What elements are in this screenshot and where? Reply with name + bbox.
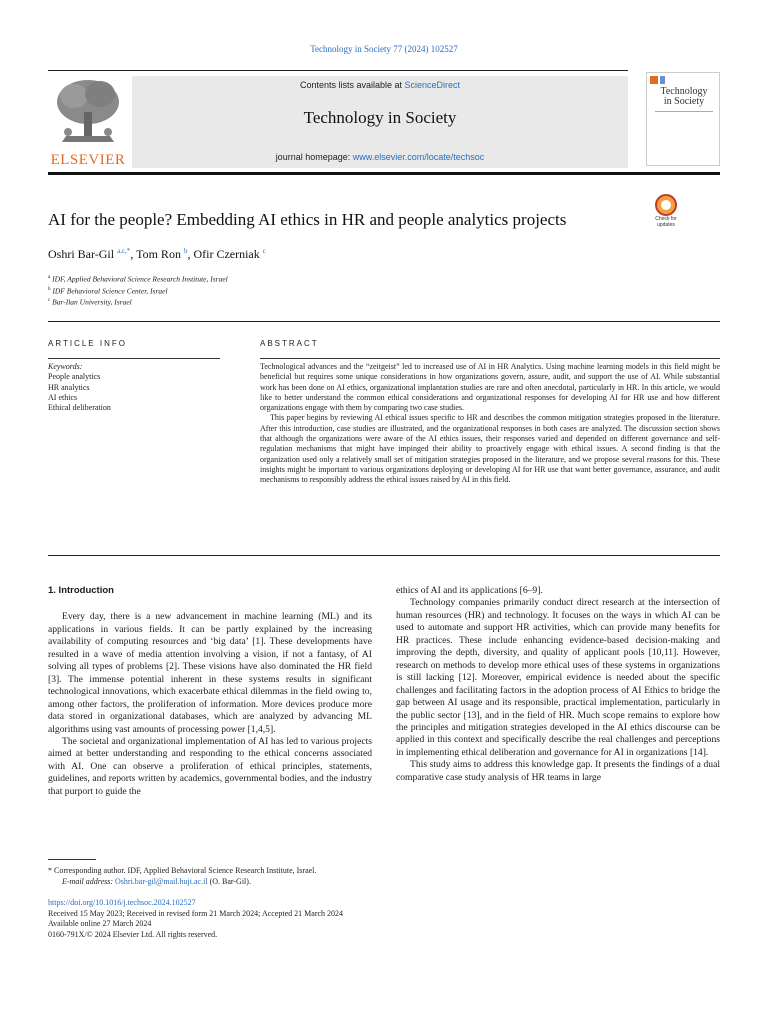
- journal-cover-thumbnail[interactable]: [646, 72, 720, 166]
- corresponding-author-note: * Corresponding author. IDF, Applied Behavioral Science Research Institute, Israel.: [48, 866, 317, 875]
- badge-line-2: updates: [657, 222, 675, 228]
- badge-line-1: Check for: [655, 216, 677, 222]
- affiliation-item: [48, 296, 228, 308]
- email-link[interactable]: Oshri.bar-gil@mail.huji.ac.il: [115, 877, 208, 886]
- publisher-name: ELSEVIER: [50, 152, 126, 168]
- email-suffix: (O. Bar-Gil).: [207, 877, 251, 886]
- masthead-center-panel: [132, 76, 628, 168]
- journal-title: Technology in Society: [303, 108, 457, 127]
- footnote-rule: [48, 859, 96, 860]
- body-paragraph: ethics of AI and its applications [6–9].: [396, 585, 543, 596]
- publisher-logo[interactable]: [48, 76, 128, 168]
- check-updates-caption: [648, 216, 684, 228]
- affiliation-item: [48, 285, 228, 297]
- footnotes: [48, 865, 720, 887]
- sciencedirect-link[interactable]: ScienceDirect: [404, 80, 461, 90]
- check-updates-icon: [655, 194, 677, 216]
- doi-link[interactable]: https://doi.org/10.1016/j.techsoc.2024.102527: [48, 898, 196, 907]
- cover-logo-mark-secondary: [660, 76, 665, 84]
- keywords-label: Keywords:: [48, 362, 83, 371]
- contents-prefix: Contents lists available at: [299, 80, 405, 90]
- affiliation-text: IDF, Applied Behavioral Science Research Institute, Israel: [52, 274, 228, 284]
- copyright-line: 0160-791X/© 2024 Elsevier Ltd. All rights reserved.: [48, 929, 218, 939]
- masthead-top-rule: [48, 70, 628, 71]
- cover-title-line-2: in Society: [663, 96, 705, 107]
- contents-line: [132, 80, 628, 90]
- affiliation-item: [48, 273, 228, 285]
- abstract-body: [260, 362, 720, 486]
- keywords-block: [48, 362, 220, 413]
- author-affil-marker[interactable]: a,c,*: [117, 247, 131, 255]
- cover-logo-mark: [650, 76, 658, 84]
- author-list: [48, 247, 266, 262]
- body-paragraph: The societal and organizational implementation of AI has led to various projects aimed at better understanding and responding to the ethical concerns associated with AI. One can observe a proliferation of ethical principles, statements, guidelines, and reports written by academics, governmental bodies, and the industry that purport to guide the: [48, 735, 372, 797]
- author-affil-marker[interactable]: b: [183, 247, 188, 255]
- keyword-item: HR analytics: [48, 382, 90, 392]
- journal-reference[interactable]: Technology in Society 77 (2024) 102527: [310, 44, 458, 54]
- author-name[interactable]: Oshri Bar-Gil: [48, 247, 115, 261]
- available-online-date: Available online 27 March 2024: [48, 919, 152, 928]
- author-affil-marker[interactable]: c: [262, 247, 266, 255]
- tree-logo-icon: [54, 76, 122, 148]
- journal-homepage-link[interactable]: www.elsevier.com/locate/techsoc: [352, 152, 485, 162]
- received-dates: Received 15 May 2023; Received in revised form 21 March 2024; Accepted 21 March 2024: [48, 908, 344, 918]
- email-label: E-mail address:: [62, 877, 116, 886]
- author-separator: ,: [187, 247, 194, 261]
- cover-title-line-1: Technology: [660, 86, 708, 97]
- body-paragraph: Technology companies primarily conduct direct research at the intersection of human resources (HR) and technology. It focuses on the ways in which AI can be used to automate and support HR activities, which can provide many benefits for HR practices. These include enhancing evidence-based decision-making and improving the depth, diversity, and quality of applicant pools [10,11]. However, research on methods to develop more ethical uses of these systems in organizations is still lacking [12]. Moreover, empirical evidence is needed about the specific challenges and facilitating factors in the adoption process of AI Ethics to bridge the gap between AI usage and its responsible, practical implementation, particularly in the public sector [13], and in the field of HR. Much scope remains to explore how the principles and mitigation strategies developed in the AI ethics discourse can be applied in this context and specifically describe the real challenges and perceptions in implementing ethical deliberation and governance for AI in organizations [14].: [396, 597, 720, 758]
- masthead-bottom-rule: [48, 172, 720, 175]
- affiliation-marker: a: [48, 275, 51, 280]
- body-column-left: [48, 585, 372, 798]
- meta-bottom-rule: [48, 555, 720, 556]
- cover-divider: [655, 111, 713, 112]
- meta-top-rule: [48, 321, 720, 322]
- article-info-heading: ARTICLE INFO: [48, 339, 127, 348]
- author-name[interactable]: Tom Ron: [136, 247, 181, 261]
- homepage-line: [132, 152, 628, 162]
- body-paragraph: Every day, there is a new advancement in machine learning (ML) and its applications in various fields. It can be partly explained by the increasing availability of computing resources and ‘big data’ [1]. These developments have resulted in a wave of media attention involving a vision, if not a fantasy, of AI solving all types of problems [2]. These visions have also dominated the HR field [3]. The immense potential inherent in these systems results in significant technological innovations, which exacerbate ethical dilemmas in the field owing to, among other factors, the proliferation of information. More devices produce more data stored in organizational databases, which are analyzed by advancing ML algorithms using vast amounts of processing power [1,4,5].: [48, 611, 372, 735]
- article-title: AI for the people? Embedding AI ethics in HR and people analytics projects: [48, 210, 567, 229]
- abstract-heading: ABSTRACT: [260, 339, 319, 348]
- email-note: [48, 876, 720, 887]
- abstract-paragraph: This paper begins by reviewing AI ethical issues specific to HR and describes the common mitigation strategies proposed in the literature. After this introduction, case studies are illustrated, and the organizational responses in both cases are analyzed. The discussion section shows that although the organizations were aware of the AI ethics issues, their responses varied and depended on different governance and self-regulation mechanisms that might have impinged their ability to proactively engage with ethical issues. A second finding is that the organization used only a relatively small set of mitigation strategies proposed in the literature, and we propose several reasons for this. These insights might be important to various organizations deploying or developing AI for HR use that want better governance, assurance, and audit mechanisms to responsibly address the ethical issues raised by AI in this field.: [260, 413, 720, 485]
- publication-info: [48, 898, 720, 940]
- keyword-item: People analytics: [48, 372, 101, 382]
- author-separator: ,: [130, 247, 137, 261]
- cover-title: [651, 87, 717, 107]
- affiliation-text: Bar-Ilan University, Israel: [52, 297, 132, 307]
- journal-masthead: [48, 70, 720, 176]
- abstract-rule: [260, 358, 720, 359]
- section-heading-introduction: 1. Introduction: [48, 585, 114, 596]
- affiliation-marker: b: [48, 286, 51, 292]
- check-for-updates-badge[interactable]: [648, 194, 684, 230]
- homepage-prefix: journal homepage:: [275, 152, 353, 162]
- body-column-right: [396, 585, 720, 784]
- affiliation-marker: c: [48, 298, 51, 303]
- keyword-item: Ethical deliberation: [48, 403, 111, 413]
- affiliation-list: [48, 273, 228, 308]
- keyword-item: AI ethics: [48, 392, 78, 402]
- abstract-paragraph: Technological advances and the “zeitgeist” led to increased use of AI in HR Analytics. Using machine learning models in this field might be beneficial but requires some unique considerations in how organizations govern, assure, audit, and support the use of AI. While substantial work has been done on AI ethics, organizational implantation studies are rare and often anecdotal, particularly in HR. In this article, we would like to better understand the common ethical considerations and organizational responses for developing AI for HR use and how different organizations engage with them by comparing two case studies.: [260, 362, 720, 413]
- affiliation-text: IDF Behavioral Science Center, Israel: [52, 286, 168, 295]
- author-name[interactable]: Ofir Czerniak: [193, 247, 260, 261]
- article-info-rule: [48, 358, 220, 359]
- body-paragraph: This study aims to address this knowledge gap. It presents the findings of a dual comparative case study analysis of HR teams in large: [396, 759, 720, 783]
